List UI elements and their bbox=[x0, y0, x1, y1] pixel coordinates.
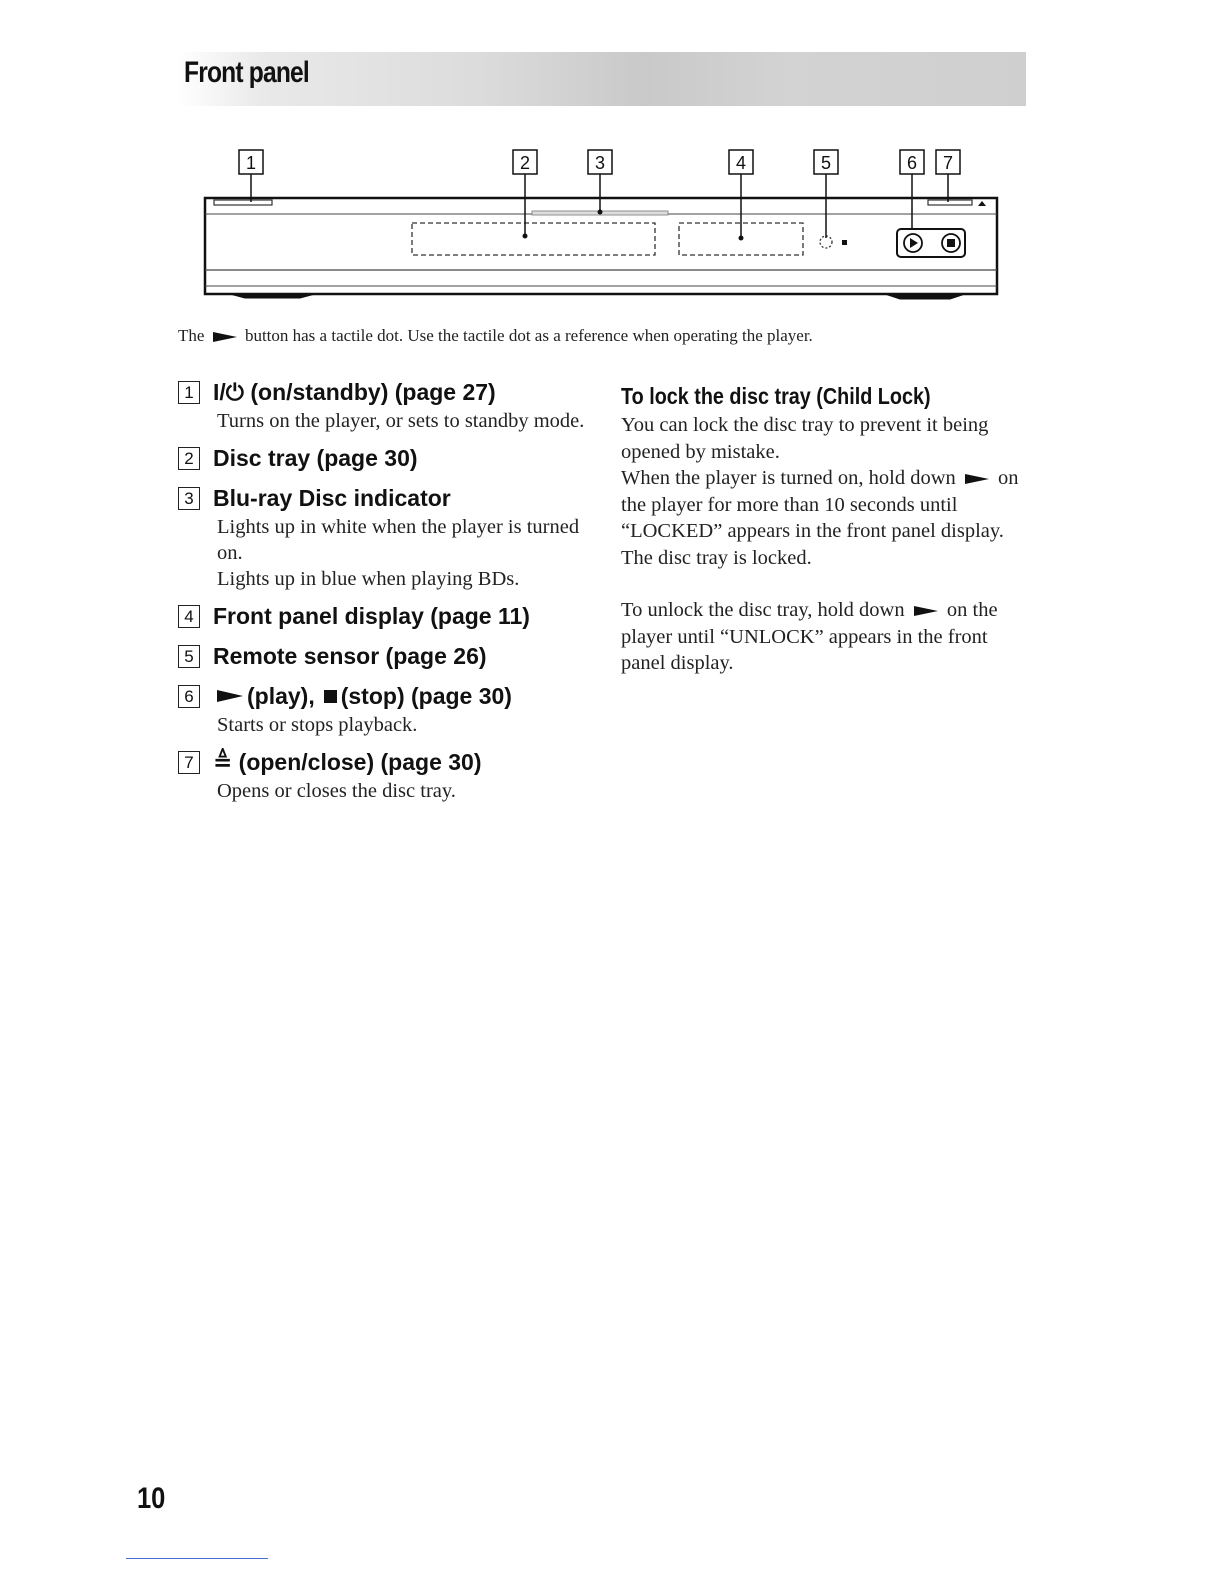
item-description: Opens or closes the disc tray. bbox=[217, 780, 456, 802]
item-description: Turns on the player, or sets to standby mode. bbox=[217, 410, 585, 432]
svg-text:1: 1 bbox=[245, 153, 257, 173]
list-item bbox=[178, 600, 588, 632]
item-title: Disc tray (page 30) bbox=[213, 445, 418, 471]
left-foot bbox=[230, 294, 315, 298]
svg-text:5: 5 bbox=[820, 153, 832, 173]
item-number: 3 bbox=[178, 487, 200, 510]
stop-glyph bbox=[947, 239, 955, 247]
callout-1 bbox=[239, 150, 263, 174]
child-lock-heading: To lock the disc tray (Child Lock) bbox=[621, 383, 931, 409]
list-item bbox=[178, 482, 588, 592]
stop-icon bbox=[324, 690, 337, 703]
item-number: 7 bbox=[178, 751, 200, 774]
footer-rule bbox=[126, 1558, 268, 1559]
svg-text:4: 4 bbox=[735, 153, 747, 173]
list-item bbox=[178, 442, 588, 474]
child-unlock-instructions: To unlock the disc tray, hold down on the player until “UNLOCK” appears in the front panel display. bbox=[621, 599, 998, 674]
play-icon bbox=[217, 690, 243, 702]
diagram-caption bbox=[178, 326, 813, 346]
item-title: Remote sensor (page 26) bbox=[213, 643, 487, 669]
svg-text:6: 6 bbox=[906, 153, 918, 173]
item-number: 2 bbox=[178, 447, 200, 470]
item-title-play: (play), bbox=[247, 683, 315, 709]
svg-text:3: 3 bbox=[594, 153, 606, 173]
sensor-dot bbox=[842, 240, 847, 245]
right-foot bbox=[885, 294, 965, 299]
section-title: Front panel bbox=[184, 56, 309, 89]
child-lock-intro: You can lock the disc tray to prevent it being opened by mistake. bbox=[621, 414, 989, 463]
callout-5 bbox=[814, 150, 838, 174]
list-item bbox=[178, 376, 588, 434]
item-title: I/⏻ (on/standby) (page 27) bbox=[213, 379, 496, 405]
item-description: Starts or stops playback. bbox=[217, 714, 418, 736]
caption-before: The bbox=[178, 326, 205, 345]
callout-4 bbox=[729, 150, 753, 174]
callout-3 bbox=[588, 150, 612, 174]
svg-text:7: 7 bbox=[942, 153, 954, 173]
svg-text:2: 2 bbox=[519, 153, 531, 173]
callout-6 bbox=[900, 150, 924, 174]
eject-button-shape bbox=[928, 200, 972, 205]
play-icon bbox=[965, 474, 989, 484]
item-title: Front panel display (page 11) bbox=[213, 603, 530, 629]
list-item bbox=[178, 680, 588, 738]
item-description: Lights up in white when the player is turned on. bbox=[217, 516, 580, 564]
item-number: 6 bbox=[178, 685, 200, 708]
callout-7 bbox=[936, 150, 960, 174]
child-lock-section bbox=[621, 380, 1031, 677]
item-title: Blu-ray Disc indicator bbox=[213, 485, 451, 511]
item-number: 1 bbox=[178, 381, 200, 404]
page-number: 10 bbox=[137, 1482, 166, 1515]
caption-after: button has a tactile dot. Use the tactile dot as a reference when operating the player. bbox=[244, 326, 813, 345]
item-title-stop: (stop) (page 30) bbox=[340, 683, 512, 709]
child-lock-instructions: When the player is turned on, hold down on the player for more than 10 seconds until “LOCKED” appears in the front panel display. The disc tray is locked. bbox=[621, 467, 1019, 569]
play-icon bbox=[213, 332, 237, 342]
list-item bbox=[178, 746, 588, 804]
front-panel-diagram bbox=[0, 0, 1224, 320]
item-number: 5 bbox=[178, 645, 200, 668]
callout-2 bbox=[513, 150, 537, 174]
list-item bbox=[178, 640, 588, 672]
item-title: ≜ (open/close) (page 30) bbox=[213, 749, 482, 775]
play-icon bbox=[914, 606, 938, 616]
item-number: 4 bbox=[178, 605, 200, 628]
item-description: Lights up in blue when playing BDs. bbox=[217, 568, 520, 590]
standby-button-shape bbox=[214, 200, 272, 205]
parts-list bbox=[178, 376, 588, 812]
